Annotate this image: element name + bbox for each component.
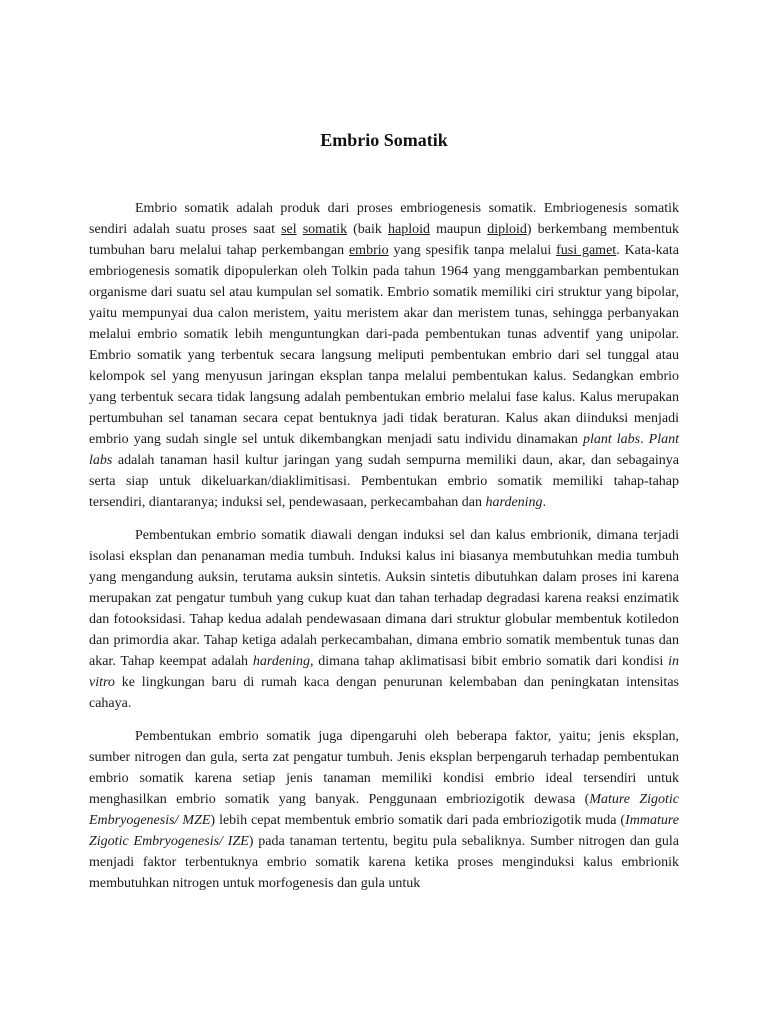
text-run: Pembentukan embrio somatik diawali dengan induksi sel dan kalus embrionik, dimana terjadi isolasi eksplan dan penanaman media tumbuh. Induksi kalus ini biasanya membutuhkan media tumbuh yang mengandung auksin, terutama auksin sintetis. Auksin sintetis dibutuhkan dalam proses ini karena merupakan zat pengatur tumbuh yang cukup kuat dan tahan terhadap degradasi karena reaksi enzimatik dan fotooksidasi. Tahap kedua adalah pendewasaan dimana dari struktur globular membentuk kotiledon dan primordia akar. Tahap ketiga adalah perkecambahan, dimana embrio somatik membentuk tunas dan akar. Tahap keempat adalah <box>89 528 679 669</box>
text-run: . <box>542 495 547 510</box>
text-run: , dimana tahap aklimatisasi bibit embrio somatik dari kondisi <box>309 654 669 669</box>
underlined-term: diploid <box>487 222 527 237</box>
underlined-term: sel <box>281 222 297 237</box>
italic-term: in vitro <box>89 654 679 690</box>
underlined-term: somatik <box>302 222 348 237</box>
italic-term: Plant labs <box>89 432 680 468</box>
paragraph-3 <box>89 726 679 894</box>
text-run: ) berkembang membentuk tumbuhan baru melalui tahap perkembangan <box>89 222 680 258</box>
underlined-term: fusi gamet <box>556 243 617 258</box>
text-run: Embrio somatik adalah produk dari proses embriogenesis somatik. Embriogenesis somatik sendiri adalah suatu proses saat <box>89 201 679 237</box>
underlined-term: embrio <box>348 243 389 258</box>
text-run: Pembentukan embrio somatik juga dipengaruhi oleh beberapa faktor, yaitu; jenis eksplan, sumber nitrogen dan gula, serta zat pengatur tumbuh. Jenis eksplan berpengaruh terhadap pembentukan embrio somatik karena setiap jenis tanaman memiliki kondisi embrio ideal tersendiri untuk menghasilkan embrio somatik yang banyak. Penggunaan embriozigotik dewasa ( <box>89 729 679 807</box>
paragraph-2 <box>89 525 679 714</box>
text-run: . Kata-kata embriogenesis somatik dipopulerkan oleh Tolkin pada tahun 1964 yang menggambarkan pembentukan organisme dari suatu sel atau kumpulan sel somatik. Embrio somatik memiliki ciri struktur yang bipolar, yaitu mempunyai dua calon meristem, yaitu meristem akar dan meristem tunas, sehingga perbanyakan melalui embrio somatik lebih menguntungkan dari-pada pembentukan tunas adventif yang unipolar. Embrio somatik yang terbentuk secara langsung meliputi pembentukan embrio dari sel tunggal atau kelompok sel yang menyusun jaringan eksplan tanpa melalui pembentukan kalus. Sedangkan embrio yang terbentuk secara tidak langsung adalah pembentukan embrio melalui fase kalus. Kalus merupakan pertumbuhan sel tanaman secara cepat bentuknya jadi tidak beraturan. Kalus akan diinduksi menjadi embrio yang sudah single sel untuk dikembangkan menjadi satu individu dinamakan <box>89 243 679 447</box>
page-title: Embrio Somatik <box>320 130 448 150</box>
body-text <box>89 198 679 906</box>
text-run: . <box>640 432 649 447</box>
text-run: adalah tanaman hasil kultur jaringan yang sudah sempurna memiliki daun, akar, dan sebagainya serta siap untuk dikeluarkan/diaklimitisasi. Pembentukan embrio somatik memiliki tahap-tahap tersendiri, diantaranya; induksi sel, pendewasaan, perkecambahan dan <box>89 453 679 510</box>
italic-term: hardening <box>252 654 310 669</box>
underlined-term: haploid <box>388 222 430 237</box>
text-run: ke lingkungan baru di rumah kaca dengan penurunan kelembaban dan peningkatan intensitas cahaya. <box>89 675 679 711</box>
text-run: maupun <box>430 222 488 237</box>
text-run: ) lebih cepat membentuk embrio somatik dari pada embriozigotik muda ( <box>210 813 626 828</box>
text-run: yang spesifik tanpa melalui <box>388 243 557 258</box>
paragraph-1 <box>89 198 679 513</box>
text-run: ) pada tanaman tertentu, begitu pula sebaliknya. Sumber nitrogen dan gula menjadi faktor terbentuknya embrio somatik karena ketika proses menginduksi kalus embrionik membutuhkan nitrogen untuk morfogenesis dan gula untuk <box>89 834 679 891</box>
italic-term: Mature Zigotic Embryogenesis/ MZE <box>89 792 679 828</box>
italic-term: plant labs <box>582 432 641 447</box>
italic-term: Immature Zigotic Embryogenesis/ IZE <box>89 813 679 849</box>
text-run: (baik <box>347 222 388 237</box>
italic-term: hardening <box>485 495 543 510</box>
